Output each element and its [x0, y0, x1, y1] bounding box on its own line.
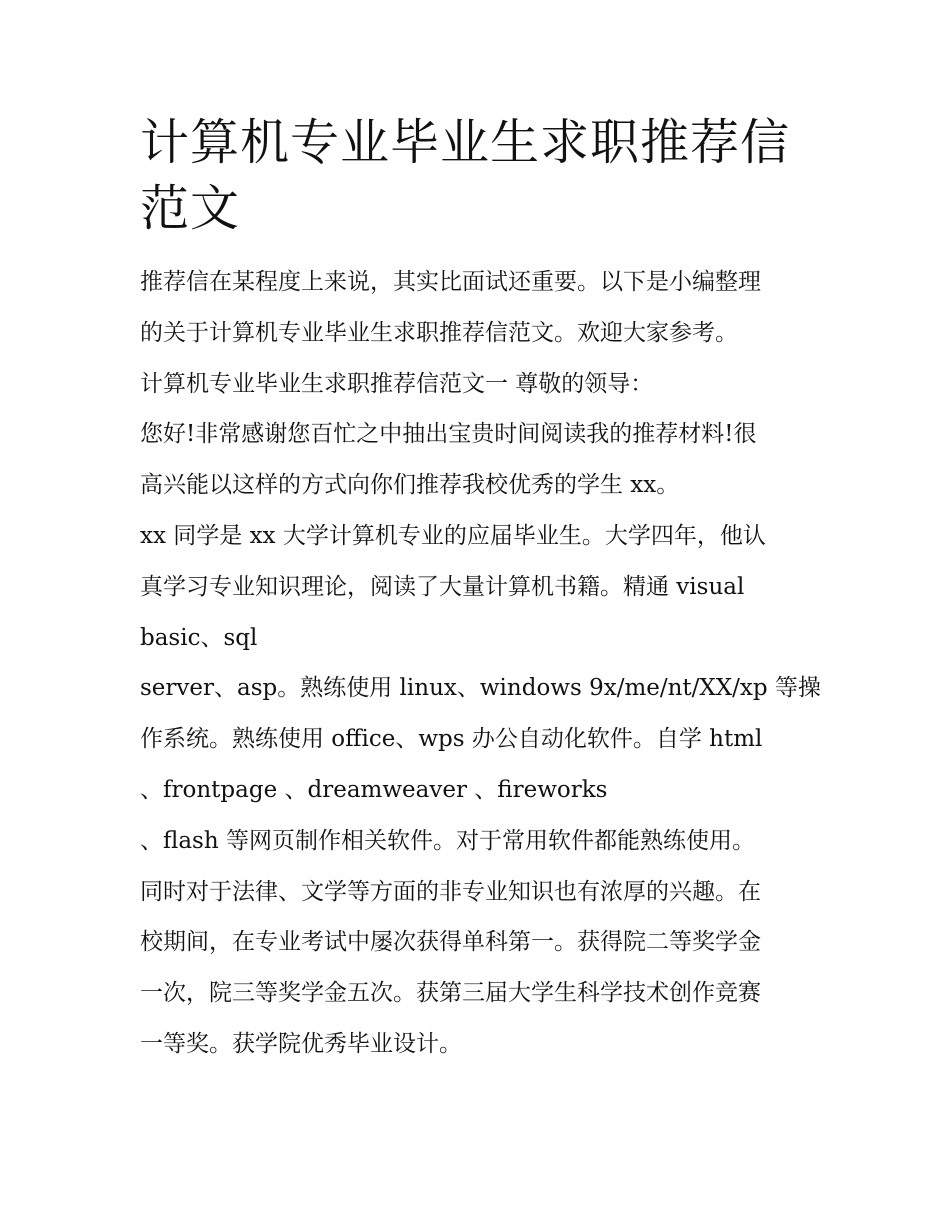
- body-line: 高兴能以这样的方式向你们推荐我校优秀的学生 xx。: [140, 472, 680, 499]
- body-line: server、asp。熟练使用 linux、windows 9x/me/nt/XX/xp 等操: [140, 675, 821, 702]
- body-line: 真学习专业知识理论，阅读了大量计算机书籍。精通 visual: [140, 573, 745, 600]
- document-title: [140, 110, 820, 242]
- body-line: 的关于计算机专业毕业生求职推荐信范文。欢迎大家参考。: [140, 319, 738, 346]
- body-line: 校期间，在专业考试中屡次获得单科第一。获得院二等奖学金: [140, 929, 761, 956]
- body-line: 计算机专业毕业生求职推荐信范文一 尊敬的领导：: [140, 370, 654, 397]
- body-line: 同时对于法律、文学等方面的非专业知识也有浓厚的兴趣。在: [140, 878, 761, 905]
- title-line-2: 范文: [140, 180, 241, 237]
- body-line: xx 同学是 xx 大学计算机专业的应届毕业生。大学四年，他认: [140, 522, 766, 549]
- body-line: 您好!非常感谢您百忙之中抽出宝贵时间阅读我的推荐材料!很: [140, 421, 757, 448]
- body-line: 一等奖。获学院优秀毕业设计。: [140, 1030, 462, 1057]
- document-body: [140, 257, 820, 1070]
- body-line: 、flash 等网页制作相关软件。对于常用软件都能熟练使用。: [140, 827, 755, 854]
- body-line: basic、sql: [140, 624, 258, 651]
- title-line-1: 计算机专业毕业生求职推荐信: [140, 114, 791, 171]
- document-page: [140, 110, 820, 1070]
- body-line: 一次，院三等奖学金五次。获第三届大学生科学技术创作竞赛: [140, 980, 761, 1007]
- body-line: 、frontpage 、dreamweaver 、fireworks: [140, 776, 608, 803]
- body-line: 推荐信在某程度上来说，其实比面试还重要。以下是小编整理: [140, 269, 761, 295]
- body-line: 作系统。熟练使用 office、wps 办公自动化软件。自学 html: [140, 726, 763, 753]
